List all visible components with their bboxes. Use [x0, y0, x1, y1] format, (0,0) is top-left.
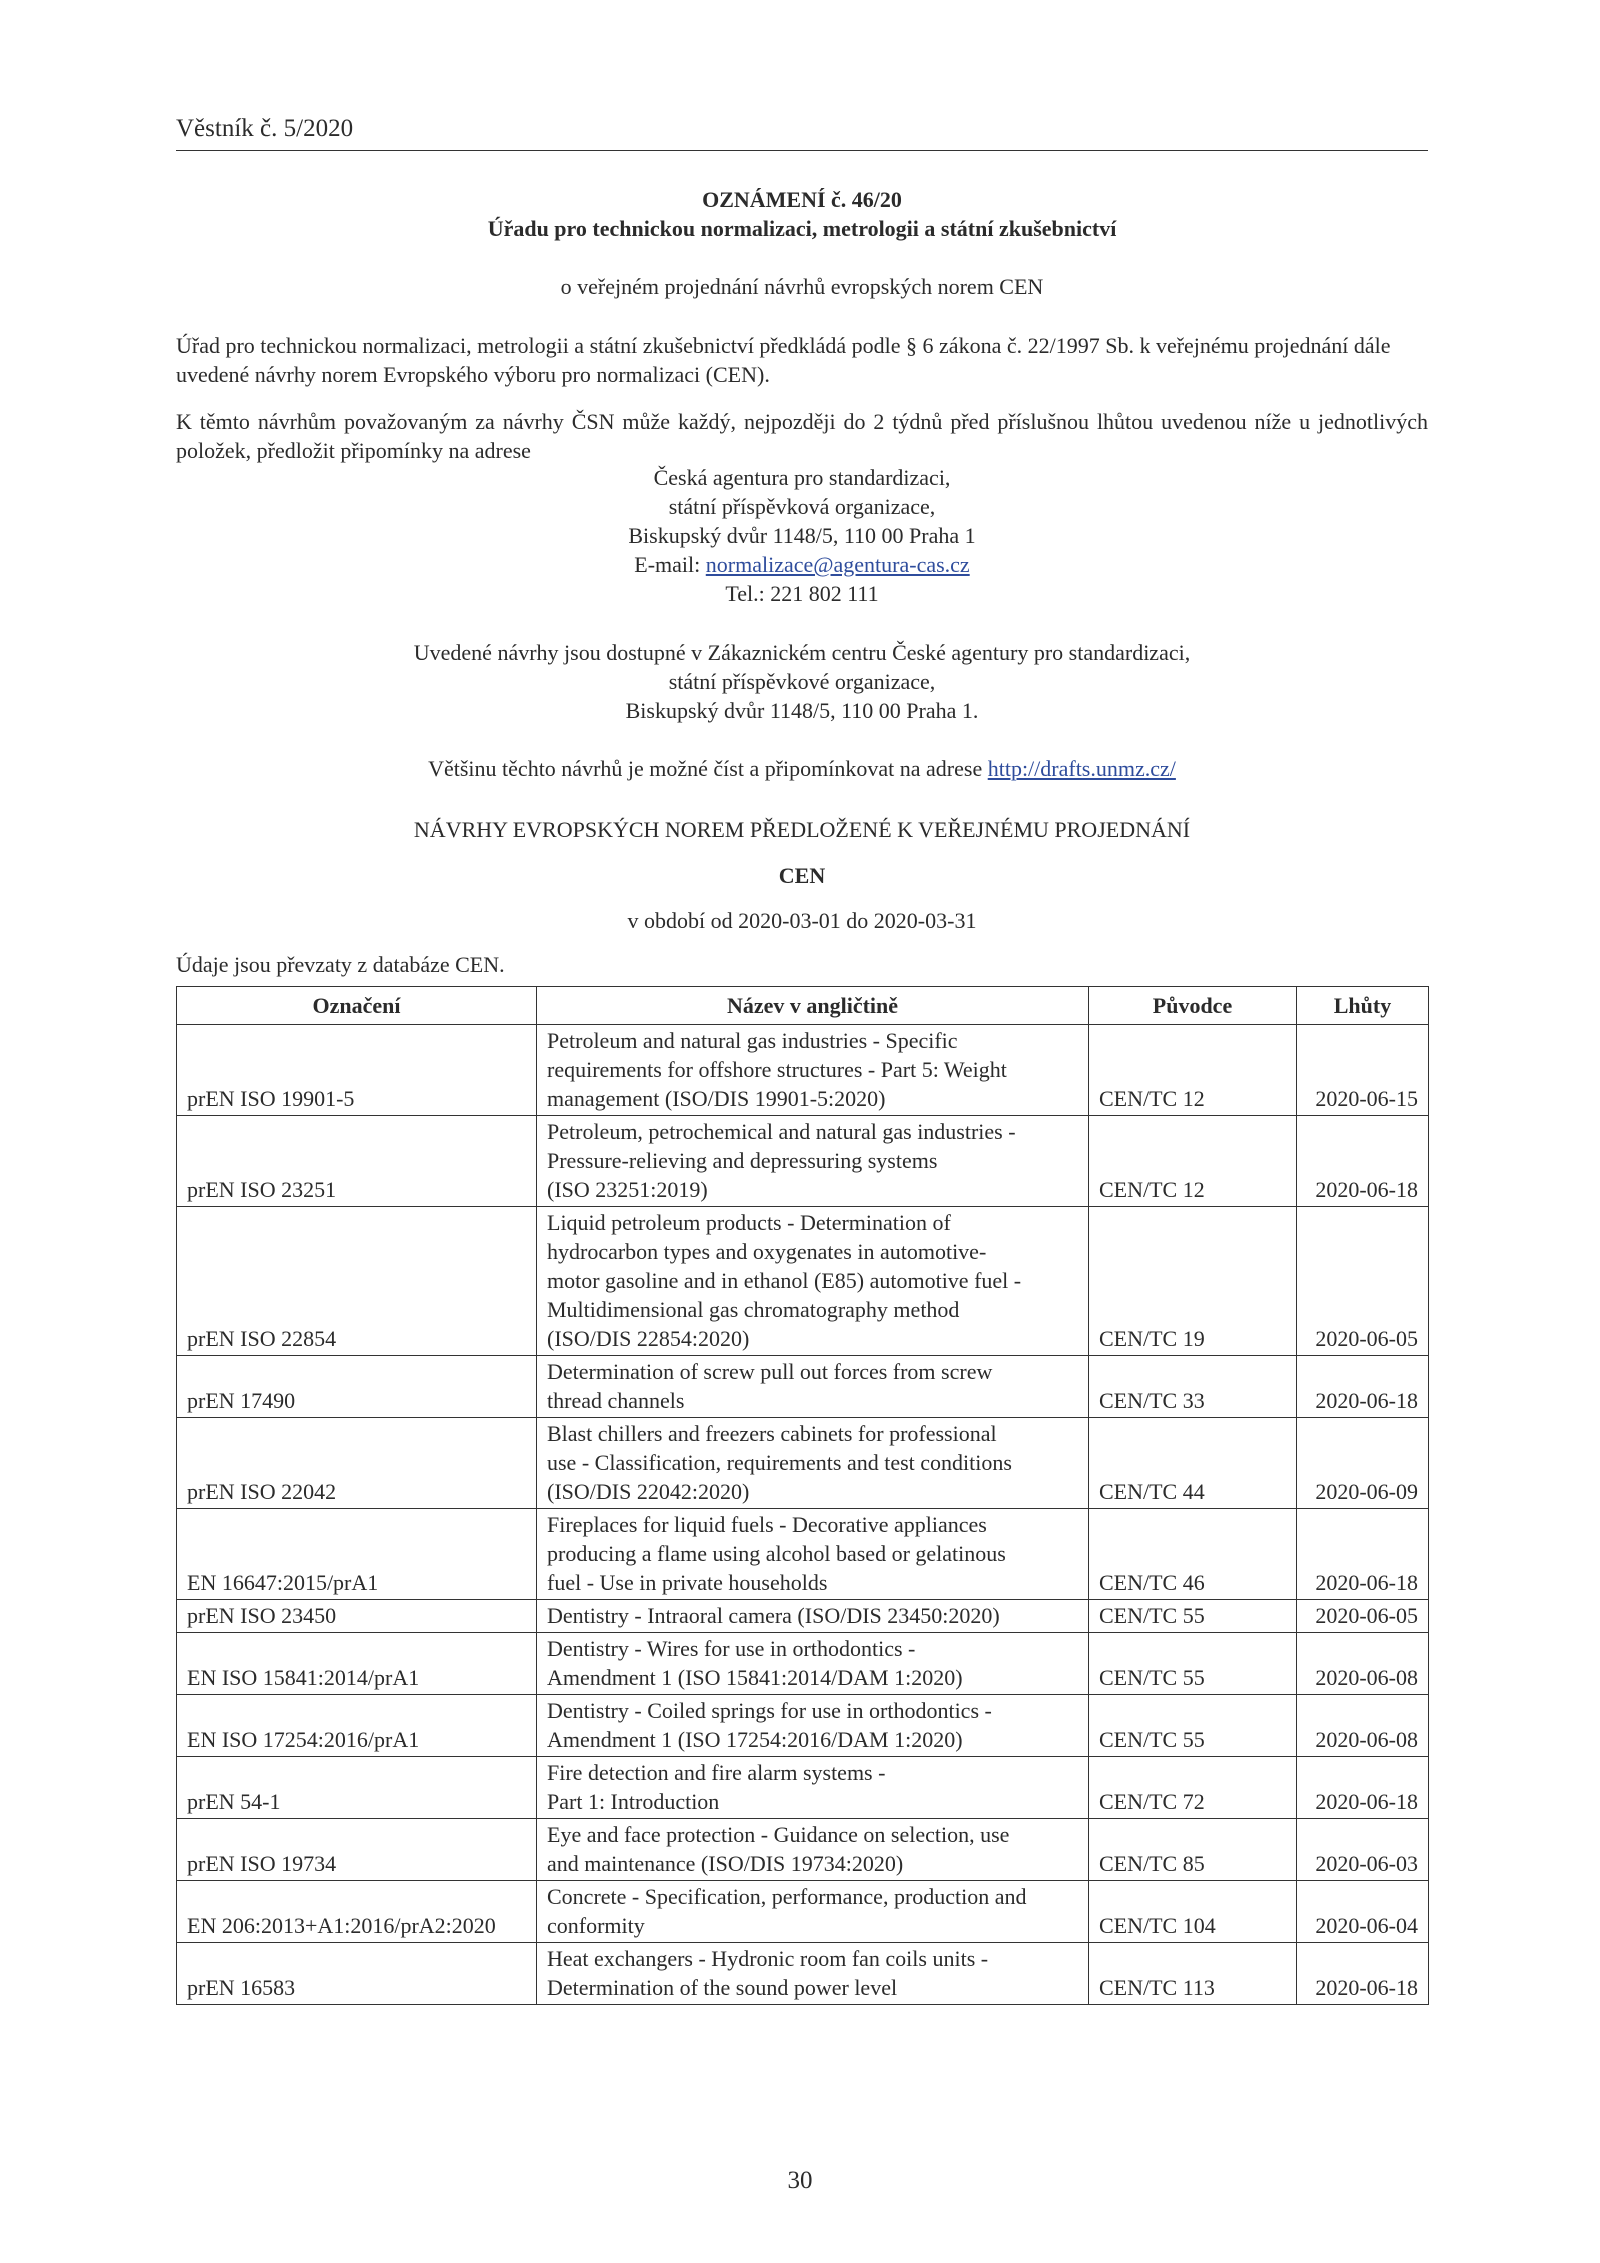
originator-cell: CEN/TC 44 — [1089, 1418, 1297, 1509]
address-line-1: Česká agentura pro standardizaci, — [653, 465, 951, 490]
deadline-cell: 2020-06-04 — [1297, 1881, 1429, 1943]
designation-cell: EN ISO 17254:2016/prA1 — [177, 1695, 537, 1757]
originator-cell: CEN/TC 55 — [1089, 1695, 1297, 1757]
designation-cell: prEN ISO 22854 — [177, 1207, 537, 1356]
table-row — [177, 1025, 1429, 1116]
title-cell: Petroleum and natural gas industries - Specific requirements for offshore structures - Part 5: Weight management (ISO/DIS 19901-5:2020) — [537, 1025, 1089, 1116]
comments-paragraph: K těmto návrhům považovaným za návrhy ČSN může každý, nejpozději do 2 týdnů před příslušnou lhůtou uvedenou níže u jednotlivých položek, předložit připomínky na adrese — [176, 409, 1428, 463]
deadline-cell: 2020-06-08 — [1297, 1633, 1429, 1695]
table-row — [177, 1509, 1429, 1600]
column-header-originator: Původce — [1089, 987, 1297, 1025]
designation-cell: prEN ISO 19734 — [177, 1819, 537, 1881]
deadline-cell: 2020-06-08 — [1297, 1695, 1429, 1757]
title-cell: Concrete - Specification, performance, production and conformity — [537, 1881, 1089, 1943]
drafts-text: Většinu těchto návrhů je možné číst a připomínkovat na adrese — [428, 756, 988, 781]
deadline-cell: 2020-06-18 — [1297, 1943, 1429, 2005]
deadline-cell: 2020-06-03 — [1297, 1819, 1429, 1881]
table-header-row — [177, 987, 1429, 1025]
title-cell: Petroleum, petrochemical and natural gas industries - Pressure-relieving and depressuring systems (ISO 23251:2019) — [537, 1116, 1089, 1207]
availability-line-3: Biskupský dvůr 1148/5, 110 00 Praha 1. — [625, 698, 979, 723]
deadline-cell: 2020-06-18 — [1297, 1356, 1429, 1418]
period-line: v období od 2020-03-01 do 2020-03-31 — [627, 908, 977, 933]
column-header-deadline: Lhůty — [1297, 987, 1429, 1025]
table-row — [177, 1943, 1429, 2005]
table-row — [177, 1207, 1429, 1356]
address-line-2: státní příspěvková organizace, — [668, 494, 936, 519]
title-cell: Dentistry - Wires for use in orthodontics - Amendment 1 (ISO 15841:2014/DAM 1:2020) — [537, 1633, 1089, 1695]
originator-cell: CEN/TC 113 — [1089, 1943, 1297, 2005]
table-row — [177, 1881, 1429, 1943]
title-cell: Determination of screw pull out forces from screw thread channels — [537, 1356, 1089, 1418]
table-row — [177, 1418, 1429, 1509]
table-row — [177, 1116, 1429, 1207]
title-cell: Blast chillers and freezers cabinets for professional use - Classification, requirements and test conditions (ISO/DIS 22042:2020) — [537, 1418, 1089, 1509]
designation-cell: EN 206:2013+A1:2016/prA2:2020 — [177, 1881, 537, 1943]
email-line — [176, 550, 1428, 579]
deadline-cell: 2020-06-05 — [1297, 1207, 1429, 1356]
originator-cell: CEN/TC 19 — [1089, 1207, 1297, 1356]
announcement-subject: o veřejném projednání návrhů evropských norem CEN — [560, 274, 1044, 299]
originator-cell: CEN/TC 46 — [1089, 1509, 1297, 1600]
designation-cell: prEN ISO 23450 — [177, 1600, 537, 1633]
designation-cell: prEN 16583 — [177, 1943, 537, 2005]
designation-cell: EN 16647:2015/prA1 — [177, 1509, 537, 1600]
drafts-link[interactable]: http://drafts.unmz.cz/ — [987, 756, 1176, 781]
table-row — [177, 1600, 1429, 1633]
originator-cell: CEN/TC 12 — [1089, 1116, 1297, 1207]
originator-cell: CEN/TC 55 — [1089, 1633, 1297, 1695]
deadline-cell: 2020-06-18 — [1297, 1509, 1429, 1600]
title-cell: Fire detection and fire alarm systems - Part 1: Introduction — [537, 1757, 1089, 1819]
table-row — [177, 1757, 1429, 1819]
designation-cell: prEN 17490 — [177, 1356, 537, 1418]
title-cell: Fireplaces for liquid fuels - Decorative appliances producing a flame using alcohol based or gelatinous fuel - Use in private households — [537, 1509, 1089, 1600]
organization-heading: CEN — [778, 863, 826, 888]
drafts-line — [176, 754, 1428, 783]
section-heading: NÁVRHY EVROPSKÝCH NOREM PŘEDLOŽENÉ K VEŘEJNÉMU PROJEDNÁNÍ — [413, 817, 1191, 842]
table-row — [177, 1819, 1429, 1881]
designation-cell: prEN ISO 23251 — [177, 1116, 537, 1207]
originator-cell: CEN/TC 33 — [1089, 1356, 1297, 1418]
announcement-title: OZNÁMENÍ č. 46/20 — [702, 187, 902, 212]
announcement-authority: Úřadu pro technickou normalizaci, metrologii a státní zkušebnictví — [487, 216, 1117, 241]
email-link[interactable]: normalizace@agentura-cas.cz — [705, 552, 970, 577]
table-row — [177, 1633, 1429, 1695]
title-cell: Eye and face protection - Guidance on selection, use and maintenance (ISO/DIS 19734:2020) — [537, 1819, 1089, 1881]
page-number: 30 — [787, 2167, 813, 2194]
title-cell: Heat exchangers - Hydronic room fan coils units - Determination of the sound power level — [537, 1943, 1089, 2005]
table-row — [177, 1356, 1429, 1418]
announcement-title-block — [176, 185, 1428, 243]
column-header-designation: Označení — [177, 987, 537, 1025]
originator-cell: CEN/TC 85 — [1089, 1819, 1297, 1881]
intro-paragraph: Úřad pro technickou normalizaci, metrologii a státní zkušebnictví předkládá podle § 6 zákona č. 22/1997 Sb. k veřejnému projednání dále uvedené návrhy norem Evropského výboru pro normalizaci (CEN). — [176, 333, 1391, 387]
running-header: Věstník č. 5/2020 — [176, 114, 1428, 151]
designation-cell: prEN ISO 19901-5 — [177, 1025, 537, 1116]
availability-line-2: státní příspěvkové organizace, — [668, 669, 936, 694]
column-header-title: Název v angličtině — [537, 987, 1089, 1025]
table-row — [177, 1695, 1429, 1757]
title-cell: Dentistry - Coiled springs for use in orthodontics - Amendment 1 (ISO 17254:2016/DAM 1:2020) — [537, 1695, 1089, 1757]
title-cell: Liquid petroleum products - Determination of hydrocarbon types and oxygenates in automotive- motor gasoline and in ethanol (E85) automotive fuel - Multidimensional gas chromatography method (ISO/DIS 22854:2020) — [537, 1207, 1089, 1356]
originator-cell: CEN/TC 55 — [1089, 1600, 1297, 1633]
originator-cell: CEN/TC 104 — [1089, 1881, 1297, 1943]
source-note: Údaje jsou převzaty z databáze CEN. — [176, 952, 505, 977]
designation-cell: EN ISO 15841:2014/prA1 — [177, 1633, 537, 1695]
title-cell: Dentistry - Intraoral camera (ISO/DIS 23450:2020) — [537, 1600, 1089, 1633]
address-line-3: Biskupský dvůr 1148/5, 110 00 Praha 1 — [628, 523, 976, 548]
deadline-cell: 2020-06-18 — [1297, 1116, 1429, 1207]
designation-cell: prEN 54-1 — [177, 1757, 537, 1819]
availability-line-1: Uvedené návrhy jsou dostupné v Zákaznickém centru České agentury pro standardizaci, — [413, 640, 1191, 665]
deadline-cell: 2020-06-18 — [1297, 1757, 1429, 1819]
originator-cell: CEN/TC 12 — [1089, 1025, 1297, 1116]
phone-line: Tel.: 221 802 111 — [725, 581, 879, 606]
availability-block — [176, 638, 1428, 725]
deadline-cell: 2020-06-09 — [1297, 1418, 1429, 1509]
deadline-cell: 2020-06-05 — [1297, 1600, 1429, 1633]
norms-table — [176, 986, 1429, 2005]
address-block — [176, 463, 1428, 608]
originator-cell: CEN/TC 72 — [1089, 1757, 1297, 1819]
designation-cell: prEN ISO 22042 — [177, 1418, 537, 1509]
deadline-cell: 2020-06-15 — [1297, 1025, 1429, 1116]
email-label: E-mail: — [634, 552, 706, 577]
